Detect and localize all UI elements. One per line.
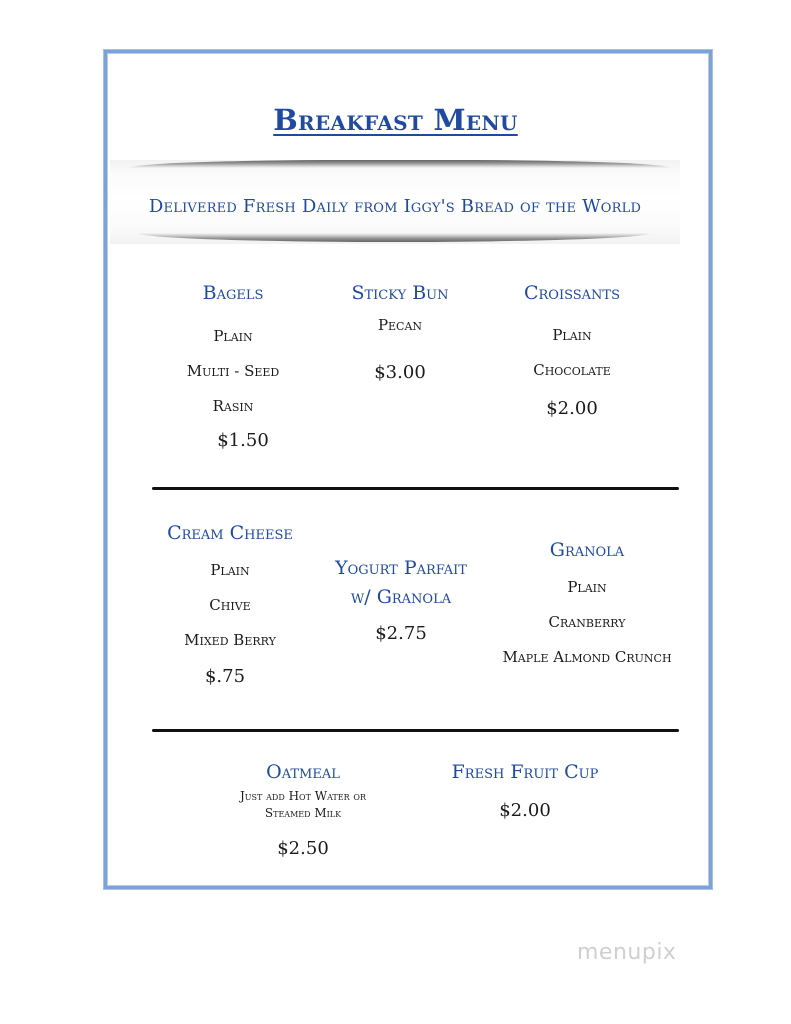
sticky-bun-section <box>330 282 470 402</box>
cream-cheese-price: $.75 <box>204 666 246 687</box>
section-divider-1 <box>152 487 679 490</box>
bagels-section <box>163 282 303 462</box>
oatmeal-note-line1: Just add Hot Water or <box>239 789 367 803</box>
banner-curl-top <box>130 160 670 168</box>
banner-curl-bottom <box>138 233 650 242</box>
yogurt-parfait-price: $2.75 <box>375 623 427 644</box>
yogurt-parfait-heading-line1: Yogurt Parfait <box>335 557 467 579</box>
cream-cheese-item-mixed-berry: Mixed Berry <box>184 631 276 649</box>
cream-cheese-section <box>150 522 310 692</box>
croissants-item-chocolate: Chocolate <box>533 361 611 379</box>
granola-item-plain: Plain <box>567 578 607 596</box>
croissants-section <box>502 282 642 422</box>
cream-cheese-item-plain: Plain <box>210 561 250 579</box>
oatmeal-section <box>213 761 393 871</box>
granola-item-cranberry: Cranberry <box>548 613 626 631</box>
fruit-cup-section <box>430 761 620 841</box>
yogurt-parfait-heading-line2: w/ Granola <box>350 586 452 608</box>
bagels-item-plain: Plain <box>213 327 253 345</box>
sticky-bun-item-pecan: Pecan <box>377 316 423 334</box>
menu-title <box>0 100 791 138</box>
bagels-price: $1.50 <box>217 430 269 451</box>
granola-section <box>492 539 682 679</box>
tagline-banner <box>110 160 680 244</box>
cream-cheese-heading: Cream Cheese <box>167 522 293 544</box>
cream-cheese-item-chive: Chive <box>209 596 251 614</box>
croissants-heading: Croissants <box>523 282 621 304</box>
section-divider-2 <box>152 729 679 732</box>
bagels-item-multi-seed: Multi - Seed <box>186 362 280 380</box>
croissants-price: $2.00 <box>546 398 598 419</box>
fruit-cup-price: $2.00 <box>499 800 551 821</box>
bagels-heading: Bagels <box>202 282 264 304</box>
croissants-item-plain: Plain <box>552 326 592 344</box>
fruit-cup-heading: Fresh Fruit Cup <box>451 761 599 783</box>
tagline-text: Delivered Fresh Daily from Iggy's Bread of the World <box>148 196 642 217</box>
menu-title-text: Breakfast Menu <box>273 103 518 137</box>
oatmeal-heading: Oatmeal <box>266 761 340 783</box>
yogurt-parfait-section <box>316 557 486 657</box>
menupix-watermark: menupix <box>577 940 677 965</box>
sticky-bun-price: $3.00 <box>374 362 426 383</box>
granola-item-maple-almond-crunch: Maple Almond Crunch <box>502 648 672 666</box>
bagels-item-rasin: Rasin <box>212 397 254 415</box>
oatmeal-note-line2: Steamed Milk <box>264 806 342 820</box>
sticky-bun-heading: Sticky Bun <box>351 282 449 304</box>
oatmeal-price: $2.50 <box>277 838 329 859</box>
granola-heading: Granola <box>549 539 625 561</box>
